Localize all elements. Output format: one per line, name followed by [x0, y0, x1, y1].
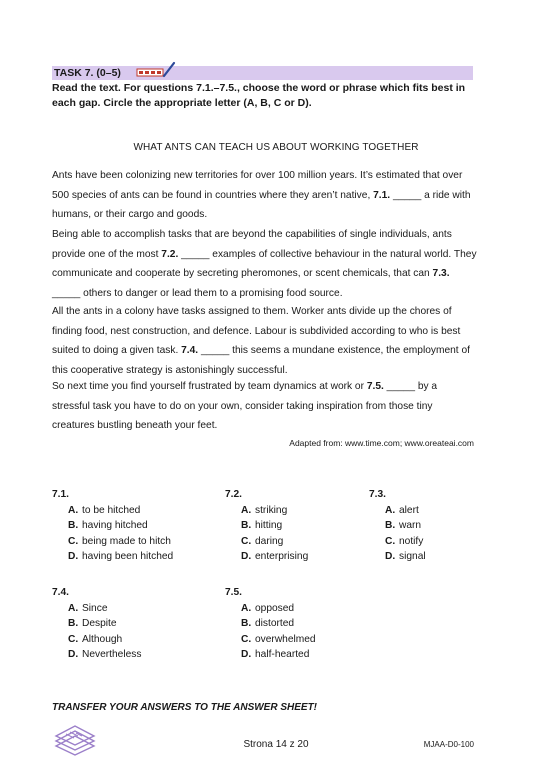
option-b[interactable]	[369, 520, 426, 535]
question-number: 7.1.	[52, 489, 69, 500]
source-attribution: Adapted from: www.time.com; www.oreateai.com	[289, 438, 474, 448]
option-text: being made to hitch	[82, 535, 171, 547]
question-7-3	[369, 489, 426, 566]
task-header-bar	[52, 66, 473, 80]
option-a[interactable]	[52, 505, 173, 520]
article-paragraph-3	[52, 302, 477, 380]
option-letter: C.	[68, 633, 79, 645]
option-text: alert	[399, 505, 419, 516]
gap-number-7-4: 7.4.	[181, 345, 199, 356]
option-text: having hitched	[82, 520, 148, 532]
transfer-instruction: TRANSFER YOUR ANSWERS TO THE ANSWER SHEET!	[52, 702, 318, 713]
question-7-5	[225, 587, 316, 664]
option-c[interactable]	[369, 536, 426, 551]
article-paragraph-4	[52, 377, 477, 436]
option-text: hitting	[255, 520, 283, 532]
option-letter: A.	[241, 505, 252, 516]
option-letter: B.	[385, 520, 396, 532]
option-c[interactable]	[225, 634, 316, 649]
question-number: 7.3.	[369, 489, 386, 500]
option-b[interactable]	[52, 618, 141, 633]
gap-number-7-5: 7.5.	[366, 381, 384, 392]
option-letter: D.	[68, 648, 79, 660]
question-7-2	[225, 489, 308, 566]
option-text: Despite	[82, 618, 117, 630]
gap-number-7-3: 7.3.	[432, 268, 450, 279]
option-text: warn	[399, 520, 422, 532]
option-text: signal	[399, 550, 426, 562]
page-number: Strona 14 z 20	[243, 739, 309, 750]
paragraph-text: _____ examples of collective behaviour in the natural world. They communicate and cooperate by secreting pheromones, or scent chemicals, that can	[52, 248, 477, 279]
option-text: notify	[399, 535, 424, 547]
option-d[interactable]	[52, 551, 173, 566]
option-letter: D.	[241, 550, 252, 562]
option-text: daring	[255, 535, 284, 547]
paragraph-text: All the ants in a colony have tasks assigned to them. Worker ants divide up the chores of finding food, nest construction, and defence. Labour is subdivided according to who is best suited to doing a given task.	[52, 306, 461, 356]
article-paragraph-1	[52, 166, 477, 225]
option-letter: A.	[241, 603, 252, 614]
option-text: to be hitched	[82, 505, 141, 516]
option-letter: A.	[385, 505, 396, 516]
paragraph-text: _____ a ride with humans, or their cargo and goods.	[52, 189, 471, 220]
option-letter: B.	[241, 520, 252, 532]
question-number: 7.2.	[225, 489, 242, 500]
paragraph-text: So next time you find yourself frustrated by team dynamics at work or	[52, 381, 367, 392]
option-a[interactable]	[369, 505, 426, 520]
option-text: having been hitched	[82, 550, 174, 562]
option-letter: D.	[241, 648, 252, 660]
option-c[interactable]	[52, 634, 141, 649]
option-c[interactable]	[52, 536, 173, 551]
option-text: half-hearted	[255, 648, 310, 660]
option-letter: C.	[241, 633, 252, 645]
option-a[interactable]	[225, 603, 316, 618]
paragraph-text: _____ others to danger or lead them to a promising food source.	[52, 287, 343, 299]
task-instruction: Read the text. For questions 7.1.–7.5., choose the word or phrase which fits best in each gap. Circle the appropriate letter (A, B, C or D).	[52, 82, 466, 109]
option-text: overwhelmed	[255, 633, 316, 645]
option-letter: D.	[68, 550, 79, 562]
paragraph-text: _____ by a stressful task you have to do on your own, consider taking inspiration from those tiny creatures bustling beneath your feet.	[52, 381, 438, 431]
question-number: 7.5.	[225, 587, 242, 598]
option-b[interactable]	[225, 520, 308, 535]
paragraph-text: Being able to accomplish tasks that are beyond the capabilities of single individuals, ants provide one of the most	[52, 229, 452, 260]
option-d[interactable]	[369, 551, 426, 566]
option-letter: A.	[68, 505, 79, 516]
article-paragraph-2	[52, 225, 477, 303]
option-letter: B.	[68, 618, 79, 630]
option-text: Since	[82, 603, 108, 614]
article-title: WHAT ANTS CAN TEACH US ABOUT WORKING TOGETHER	[133, 142, 419, 153]
gap-number-7-1: 7.1.	[373, 189, 391, 201]
paragraph-text: Ants have been colonizing new territories for over 100 million years. It’s estimated that over 500 species of ants can be found in countries where they aren’t native,	[52, 170, 463, 201]
option-letter: D.	[385, 550, 396, 562]
task-label: TASK 7. (0–5)	[54, 67, 121, 79]
exam-code: MJAA-D0-100	[423, 740, 474, 749]
option-letter: C.	[241, 535, 252, 547]
option-letter: C.	[385, 535, 396, 547]
pencil-scale-icon	[136, 61, 176, 79]
question-number: 7.4.	[52, 587, 69, 598]
option-d[interactable]	[225, 551, 308, 566]
option-letter: A.	[68, 603, 79, 614]
option-text: striking	[255, 505, 288, 516]
option-letter: B.	[241, 618, 252, 630]
option-d[interactable]	[52, 649, 141, 664]
option-text: enterprising	[255, 550, 309, 562]
option-c[interactable]	[225, 536, 308, 551]
question-7-1	[52, 489, 173, 566]
question-7-4	[52, 587, 141, 664]
option-b[interactable]	[52, 520, 173, 535]
paragraph-text: _____ this seems a mundane existence, the employment of this cooperative strategy is astonishingly successful.	[52, 345, 470, 376]
option-letter: B.	[68, 520, 79, 532]
option-d[interactable]	[225, 649, 316, 664]
option-letter: C.	[68, 535, 79, 547]
option-b[interactable]	[225, 618, 316, 633]
option-text: distorted	[255, 618, 295, 630]
gap-number-7-2: 7.2.	[161, 248, 179, 260]
option-a[interactable]	[225, 505, 308, 520]
option-a[interactable]	[52, 603, 141, 618]
option-text: Although	[82, 633, 123, 645]
option-text: opposed	[255, 603, 295, 614]
option-text: Nevertheless	[82, 648, 142, 660]
